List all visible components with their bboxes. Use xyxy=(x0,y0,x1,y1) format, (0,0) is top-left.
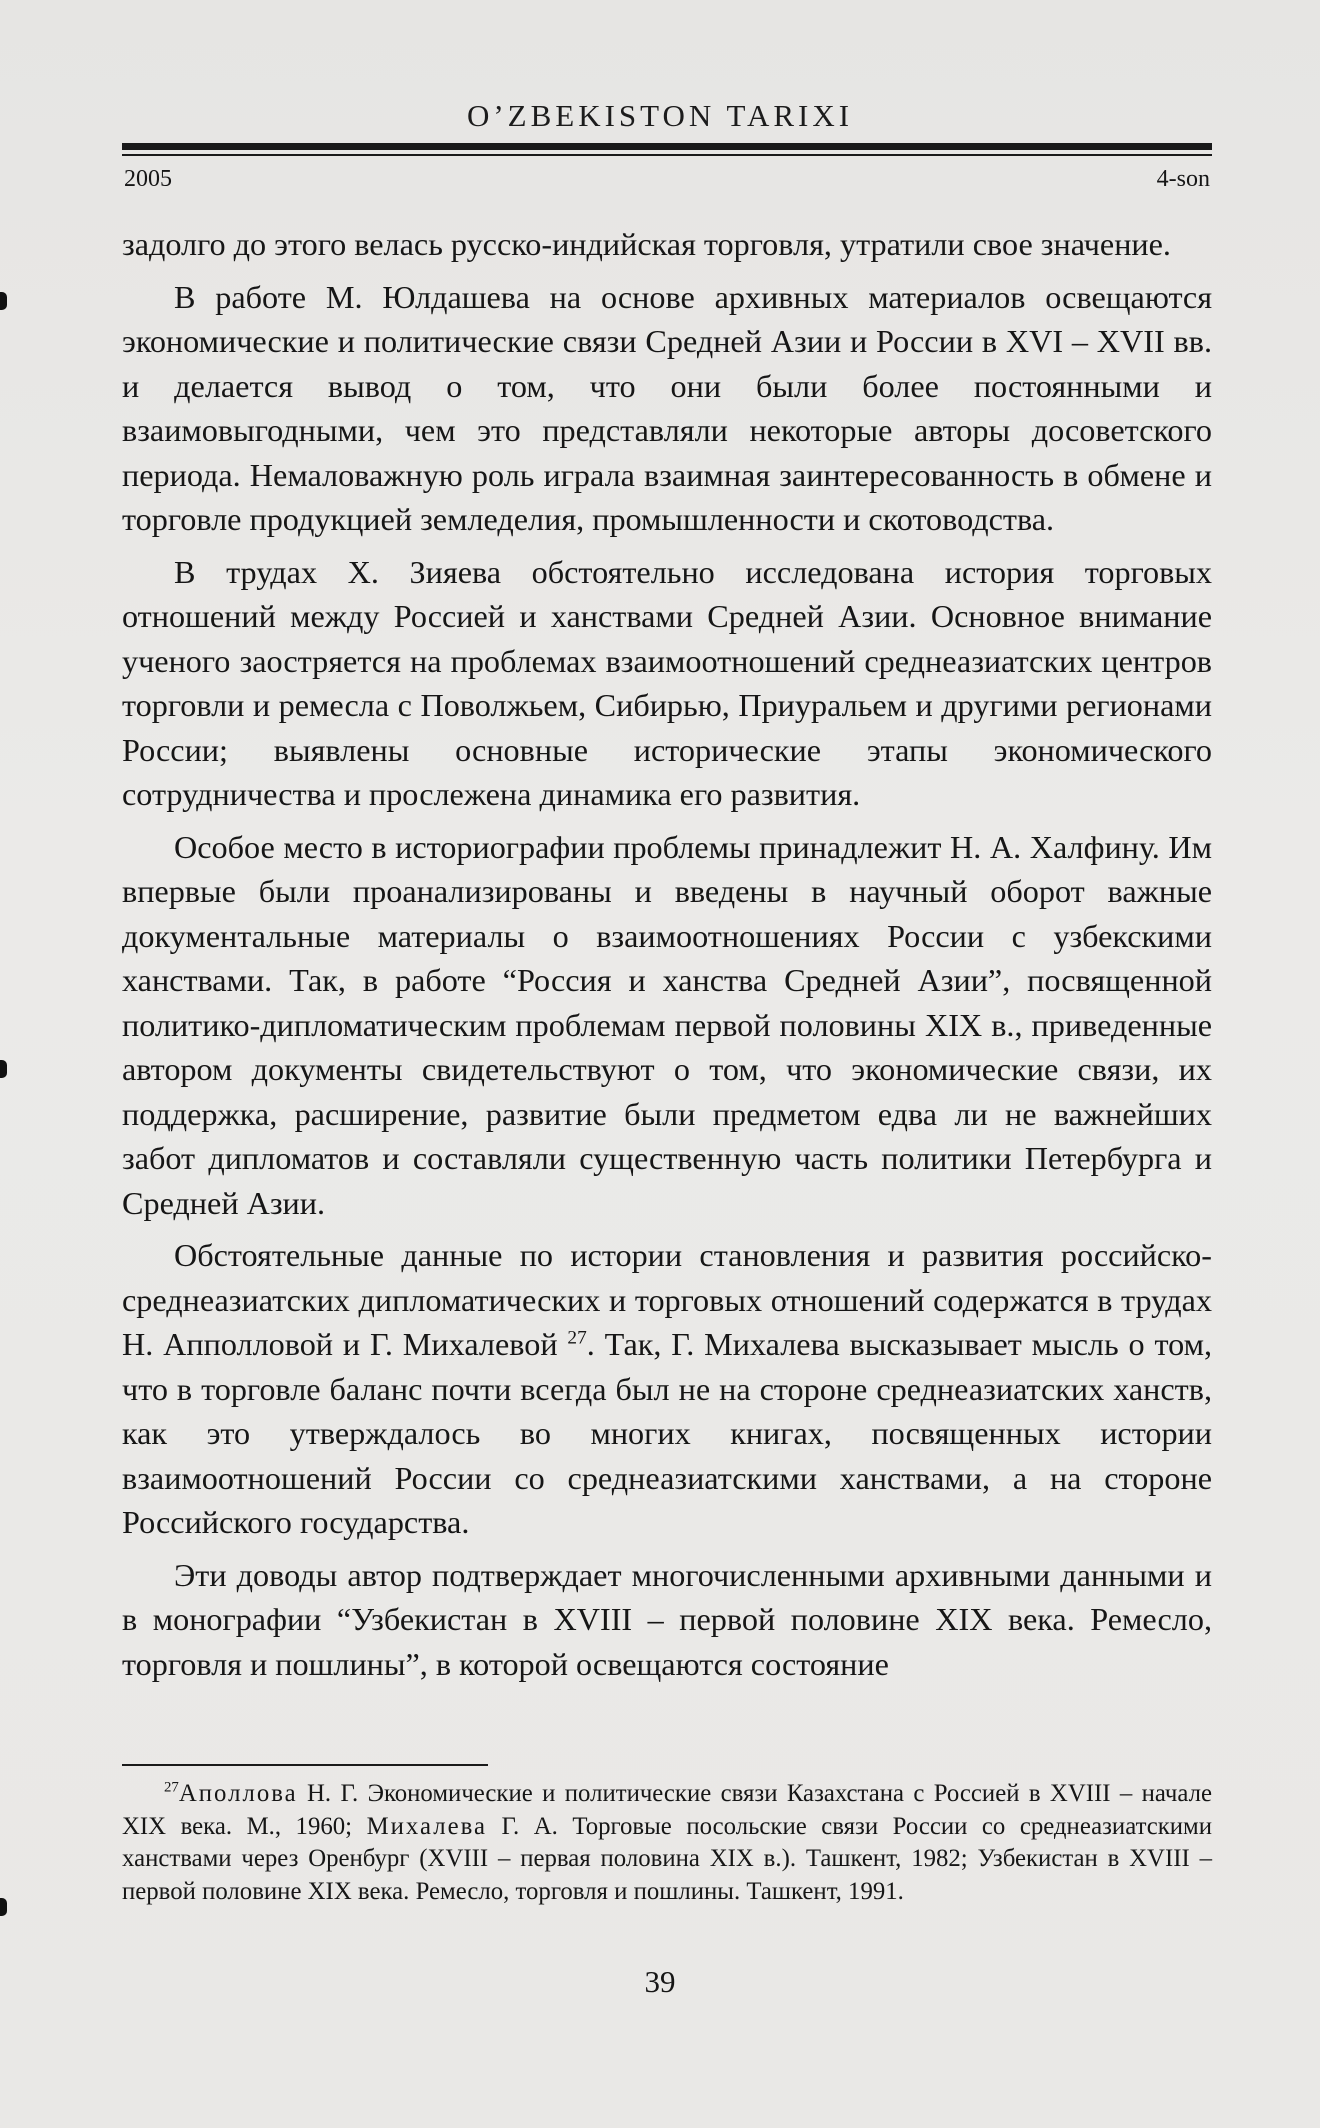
page-number: 39 xyxy=(644,1964,676,1999)
header-rule-thick xyxy=(122,143,1212,150)
body-text xyxy=(122,222,1212,1694)
footnote-number: 27 xyxy=(164,1779,179,1796)
journal-title: O’ZBEKISTON TARIXI xyxy=(466,98,854,133)
footnote-separator xyxy=(122,1764,488,1766)
paragraph-appolova-mikhaleva xyxy=(122,1233,1212,1545)
paragraph-text-part: Обстоятельные данные по истории становления и развития российско-среднеазиатских дипломатических и торговых отношений содержатся в трудах Н. Апполловой и Г. Михалевой xyxy=(122,1237,1212,1362)
footnote-author: Аполлова xyxy=(178,1780,298,1807)
footnote-reference[interactable]: 27 xyxy=(567,1327,587,1349)
footnote xyxy=(122,1778,1212,1908)
paragraph-yuldashev: В работе М. Юлдашева на основе архивных материалов освещаются экономические и политические связи Средней Азии и России в XVI – XVII вв. и делается вывод о том, что они были более постоянными и взаимовыгодными, чем это представляли некоторые авторы досоветского периода. Немаловажную роль играла взаимная заинтересованность в обмене и торговле продукцией земледелия, промышленности и скотоводства. xyxy=(122,278,1212,537)
footnote-author: Михалева xyxy=(366,1812,487,1840)
binding-hole-mark xyxy=(0,1060,7,1078)
header-rule-thin xyxy=(122,154,1212,156)
footnote-text xyxy=(122,1778,1212,1908)
paragraph-ziyaev: В трудах Х. Зияева обстоятельно исследована история торговых отношений между Россией и ханствами Средней Азии. Основное внимание ученого заостряется на проблемах взаимоотношений среднеазиатских центров торговли и ремесла с Поволжьем, Сибирью, Приуральем и другими регионами России; выявлены основные исторические этапы экономического сотрудничества и прослежена динамика его развития. xyxy=(122,553,1212,812)
footnote-citation: Н. Г. Экономические и политические связи Казахстана с Россией в XVIII – начале XIX века. М., 1960; xyxy=(122,1780,1212,1840)
paragraph-continued: задолго до этого велась русско-индийская торговля, утратили свое значение. xyxy=(122,226,1171,262)
binding-hole-mark xyxy=(0,292,7,310)
paragraph-monograph: Эти доводы автор подтверждает многочисленными архивными данными и в монографии “Узбекистан в XVIII – первой половине XIX века. Ремесло, торговля и пошлины”, в которой освещаются состояние xyxy=(122,1556,1212,1682)
header-issue: 4-son xyxy=(1156,166,1210,192)
paragraph-text-part: . Так, Г. Михалева высказывает мысль о том, что в торговле баланс почти всегда был не на стороне среднеазиатских ханств, как это утверждалось во многих книгах, посвященных истории взаимоотношений России со среднеазиатскими ханствами, а на стороне Российского государства. xyxy=(122,1326,1212,1540)
header-year: 2005 xyxy=(124,166,172,192)
binding-hole-mark xyxy=(0,1898,7,1916)
paragraph-khalfin: Особое место в историографии проблемы принадлежит Н. А. Халфину. Им впервые были проанализированы и введены в научный оборот важные документальные материалы о взаимоотношениях России с узбекскими ханствами. Так, в работе “Россия и ханства Средней Азии”, посвященной политико-дипломатическим проблемам первой половины XIX в., приведенные автором документы свидетельствуют о том, что экономические связи, их поддержка, расширение, развитие были предметом едва ли не важнейших забот дипломатов и составляли существенную часть политики Петербурга и Средней Азии. xyxy=(122,828,1212,1221)
footnote-citation: Г. А. Торговые посольские связи России со среднеазиатскими ханствами через Оренбург (XVIII – первая половина XIX в.). Ташкент, 1982; Узбекистан в XVIII – первой половине XIX века. Ремесло, торговля и пошлины. Ташкент, 1991. xyxy=(122,1812,1212,1905)
